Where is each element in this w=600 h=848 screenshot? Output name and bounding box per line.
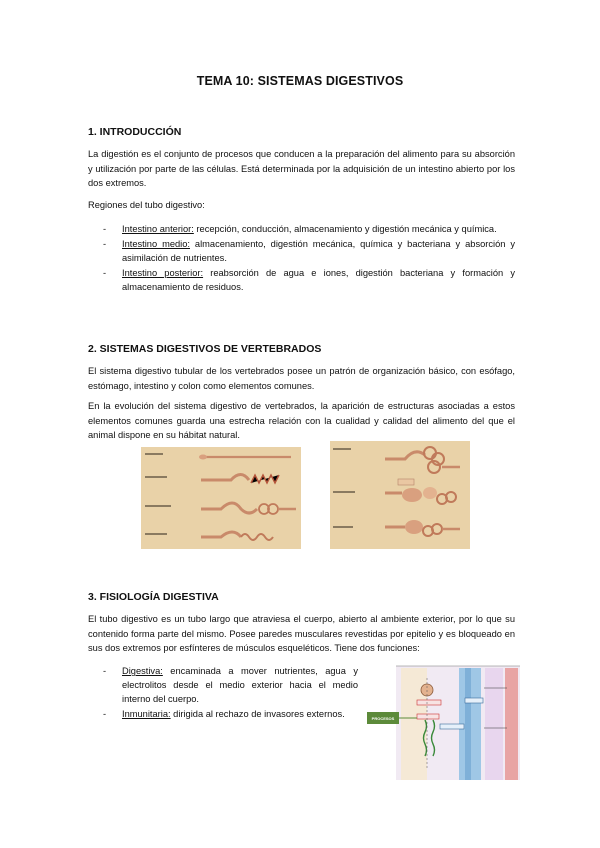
diagram-label: PROCESOS bbox=[371, 716, 395, 721]
section-3-heading: 3. FISIOLOGÍA DIGESTIVA bbox=[88, 591, 219, 603]
list-item-term: Digestiva: bbox=[122, 666, 163, 676]
list-item: - Intestino posterior: reabsorción de agua e iones, digestión bacteriana y formación y almacenamiento de residuos. bbox=[103, 268, 515, 292]
list-item-text: dirigida al rechazo de invasores externos. bbox=[170, 709, 345, 719]
functions-list bbox=[88, 664, 358, 722]
digestive-tracts-figure-right bbox=[330, 441, 470, 549]
digestive-tracts-figure-left bbox=[141, 447, 301, 549]
list-item: - Inmunitaria: dirigida al rechazo de invasores externos. bbox=[103, 709, 345, 719]
section-1-heading: 1. INTRODUCCIÓN bbox=[88, 126, 182, 138]
list-item: - Digestiva: encaminada a mover nutrientes, agua y electrolitos desde el medio exterior hacia el medio interno del cuerpo. bbox=[103, 666, 358, 704]
section-2-heading: 2. SISTEMAS DIGESTIVOS DE VERTEBRADOS bbox=[88, 343, 322, 355]
document-title: TEMA 10: SISTEMAS DIGESTIVOS bbox=[196, 74, 404, 88]
section-2-paragraph-1: El sistema digestivo tubular de los vertebrados posee un patrón de organización básico, con esófago, estómago, intestino y colon como elementos comunes. bbox=[88, 366, 515, 391]
section-2-paragraph-2: En la evolución del sistema digestivo de vertebrados, la aparición de estructuras asociadas a estos elementos comunes guarda una estrecha relación con la cualidad y calidad del alimento del que el animal dispone en su hábitat natural. bbox=[88, 401, 515, 440]
list-item-text: encaminada a mover nutrientes, agua y electrolitos desde el medio exterior hacia el medio interno del cuerpo. bbox=[122, 666, 358, 704]
list-item: - Intestino anterior: recepción, conducción, almacenamiento y digestión mecánica y química. bbox=[103, 224, 497, 234]
regions-list bbox=[88, 222, 515, 295]
list-item: - Intestino medio: almacenamiento, digestión mecánica, química y bacteriana y absorción y asimilación de nutrientes. bbox=[103, 239, 515, 263]
list-item-term: Intestino anterior: bbox=[122, 224, 194, 234]
list-item-text: reabsorción de agua e iones, digestión bacteriana y formación y almacenamiento de residuos. bbox=[122, 268, 515, 292]
section-1-paragraph-2: Regiones del tubo digestivo: bbox=[88, 200, 205, 210]
physiology-diagram bbox=[367, 658, 520, 780]
list-item-term: Inmunitaria: bbox=[122, 709, 171, 719]
list-item-text: almacenamiento, digestión mecánica, química y bacteriana y absorción y asimilación de nutrientes. bbox=[122, 239, 515, 263]
section-1-paragraph-1: La digestión es el conjunto de procesos que conducen a la preparación del alimento para su absorción y utilización por parte de las células. Está determinada por la adquisición de un intestino abierto por los dos extremos. bbox=[88, 149, 515, 188]
list-item-term: Intestino posterior: bbox=[122, 268, 204, 278]
list-item-term: Intestino medio: bbox=[122, 239, 190, 249]
list-item-text: recepción, conducción, almacenamiento y digestión mecánica y química. bbox=[193, 224, 497, 234]
section-3-paragraph-1: El tubo digestivo es un tubo largo que atraviesa el cuerpo, abierto al ambiente exterior, por lo que su contenido forma parte del mismo. Posee paredes musculares revestidas por epitelio y es bloqueado en sus dos extremos por esfínteres de músculos esqueléticos. Tiene dos funciones: bbox=[88, 614, 515, 653]
